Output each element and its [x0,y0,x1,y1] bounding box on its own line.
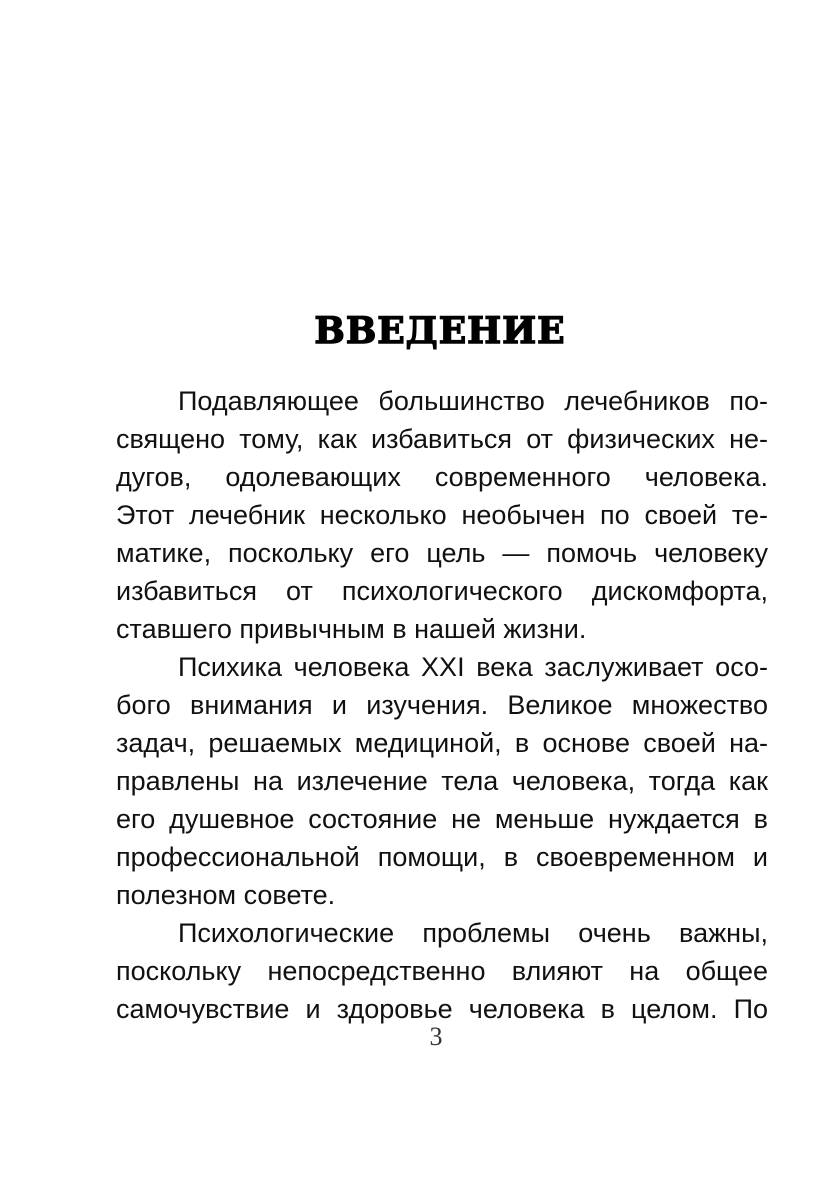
paragraph-1-line-4: Этот лечебник несколько необычен по своей те- [116,500,768,530]
paragraph-3-line-2: поскольку непосредственно влияют на общее [116,956,768,986]
paragraph-2-line-4: правлены на излечение тела человека, тогда как [116,766,768,796]
paragraph-2-line-5: его душевное состояние не меньше нуждается в [116,804,768,834]
paragraph-1-line-1: Подавляющее большинство лечебников по- [178,386,768,416]
page-number: 3 [429,1022,443,1051]
paragraph-1-line-6: избавиться от психологического дискомфорта, [116,576,768,606]
body-text [116,382,768,1028]
paragraph-2-line-1: Психика человека XXI века заслуживает осо- [178,652,768,682]
paragraph-1-line-2: священо тому, как избавиться от физических не- [116,424,768,454]
paragraph-2-line-3: задач, решаемых медициной, в основе своей на- [116,728,768,758]
paragraph-2-line-7: полезном совете. [116,880,336,910]
chapter-title: ВВЕДЕНИЕ [314,310,566,352]
paragraph-3-line-3: самочувствие и здоровье человека в целом. По [116,994,768,1024]
paragraph-1-line-5: матике, поскольку его цель — помочь человеку [116,538,768,568]
paragraph-3-line-1: Психологические проблемы очень важны, [178,918,768,948]
paragraph-2-line-6: профессиональной помощи, в своевременном и [116,842,768,872]
paragraph-1-line-3: дугов, одолевающих современного человека. [116,462,768,492]
paragraph-1-line-7: ставшего привычным в нашей жизни. [116,614,587,644]
paragraph-2-line-2: бого внимания и изучения. Великое множество [116,690,768,720]
